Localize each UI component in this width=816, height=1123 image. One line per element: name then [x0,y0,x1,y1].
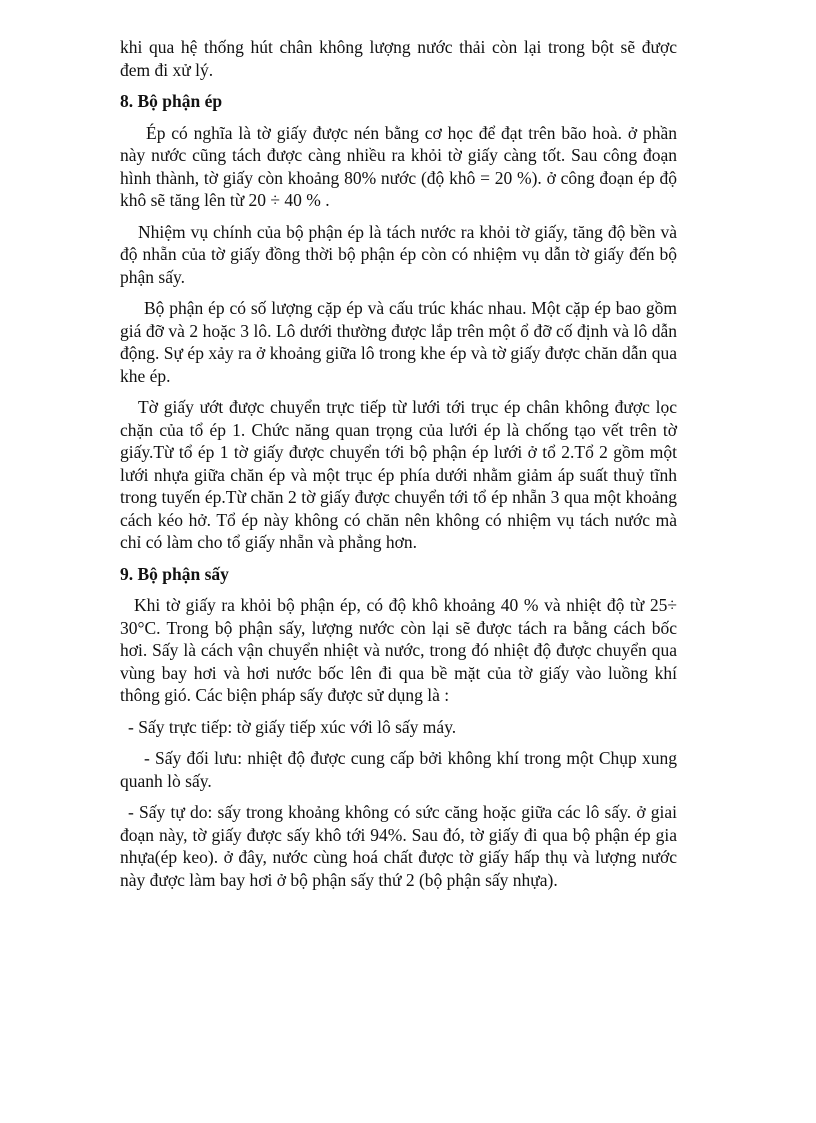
paragraph-dryer-intro: Khi tờ giấy ra khỏi bộ phận ép, có độ khô khoảng 40 % và nhiệt độ từ 25÷ 30°C. Trong bộ phận sấy, lượng nước còn lại sẽ được tách ra bằng cách bốc hơi. Sấy là cách vận chuyển nhiệt và nước, trong đó nhiệt độ được chuyển qua vùng bay hơi và hơi nước bốc lên đi qua bề mặt của tờ giấy vào luồng khí thông gió. Các biện pháp sấy được sử dụng là : [120,595,677,705]
section-heading-8: 8. Bộ phận ép [120,91,223,111]
paragraph-press-structure: Bộ phận ép có số lượng cặp ép và cấu trúc khác nhau. Một cặp ép bao gồm giá đỡ và 2 hoặc 3 lô. Lô dưới thường được lắp trên một ổ đỡ cố định và lô dẫn động. Sự ép xảy ra ở khoảng giữa lô trong khe ép và tờ giấy được chăn dẫn qua khe ép. [120,298,677,386]
document-page [120,36,677,900]
list-item-direct-drying: - Sấy trực tiếp: tờ giấy tiếp xúc với lô sấy máy. [128,716,457,737]
paragraph-intro-continuation: khi qua hệ thống hút chân không lượng nước thải còn lại trong bột sẽ được đem đi xử lý. [120,37,677,80]
list-item-free-drying: - Sấy tự do: sấy trong khoảng không có sức căng hoặc giữa các lô sấy. ở giai đoạn này, tờ giấy được sấy khô tới 94%. Sau đó, tờ giấy đi qua bộ phận ép gia nhựa(ép keo). ở đây, nước cùng hoá chất được tờ giấy hấp thụ và lượng nước này được làm bay hơi ở bộ phận sấy thứ 2 (bộ phận sấy nhựa). [120,802,677,890]
list-item-convection-drying: - Sấy đối lưu: nhiệt độ được cung cấp bởi không khí trong một Chụp xung quanh lò sấy. [120,748,677,791]
section-heading-9: 9. Bộ phận sấy [120,563,229,584]
paragraph-press-task: Nhiệm vụ chính của bộ phận ép là tách nước ra khỏi tờ giấy, tăng độ bền và độ nhẵn của tờ giấy đồng thời bộ phận ép còn có nhiệm vụ dẫn tờ giấy đến bộ phận sấy. [120,221,677,287]
paragraph-press-definition: Ép có nghĩa là tờ giấy được nén bằng cơ học để đạt trên bão hoà. ở phần này nước cũng tách được càng nhiều ra khỏi tờ giấy càng tốt. Sau công đoạn hình thành, tờ giấy còn khoảng 80% nước (độ khô = 20 %). ở công đoạn ép độ khô sẽ tăng lên từ 20 ÷ 40 % . [120,122,677,210]
paragraph-press-process: Tờ giấy ướt được chuyển trực tiếp từ lưới tới trục ép chân không được lọc chặn của tổ ép 1. Chức năng quan trọng của lưới ép là chống tạo vết trên tờ giấy.Từ tổ ép 1 tờ giấy được chuyển tới bộ phận ép lưới ở tổ 2.Tổ 2 gồm một lưới nhựa giữa chăn ép và một trục ép phía dưới nhằm giảm áp suất thuỷ tĩnh trong tuyến ép.Từ chăn 2 tờ giấy được chuyển tới tổ ép nhẵn 3 qua một khoảng cách kéo hở. Tổ ép này không có chăn nên không có nhiệm vụ tách nước mà chỉ có làm cho tổ giấy nhẵn và phẳng hơn. [120,397,677,552]
